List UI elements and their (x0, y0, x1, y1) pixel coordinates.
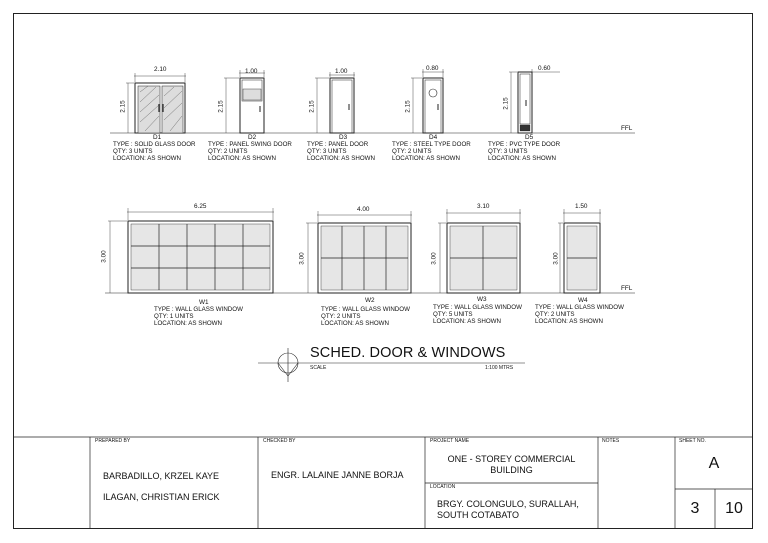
door-d2-type: TYPE : PANEL SWING DOOR (208, 141, 292, 148)
project-name-line-1: ONE - STOREY COMMERCIAL (447, 454, 576, 464)
door-d5-drawing (509, 69, 560, 133)
window-w4-height: 3.00 (552, 252, 560, 265)
door-d4-height: 2.15 (404, 100, 412, 113)
door-d4-qty: QTY: 2 UNITS (392, 148, 432, 155)
window-w4-mark: W4 (578, 297, 588, 304)
window-w3-mark: W3 (477, 296, 487, 303)
door-d2-width: 1.00 (245, 68, 258, 75)
door-d1-mark: D1 (153, 134, 162, 141)
scale-value: 1:100 MTRS (485, 365, 514, 371)
door-d1-type: TYPE : SOLID GLASS DOOR (113, 141, 196, 148)
door-d1-drawing (126, 73, 186, 133)
door-d1-qty: QTY: 3 UNITS (113, 148, 153, 155)
door-d3-location: LOCATION: AS SHOWN (307, 155, 375, 162)
door-d4-location: LOCATION: AS SHOWN (392, 155, 460, 162)
sheet-total: 10 (725, 500, 743, 517)
window-w2-width: 4.00 (357, 206, 370, 213)
drawing-title: SCHED. DOOR & WINDOWS (310, 345, 506, 361)
door-d5-type: TYPE : PVC TYPE DOOR (488, 141, 561, 148)
door-d3-mark: D3 (339, 134, 348, 141)
window-w2-location: LOCATION: AS SHOWN (321, 320, 389, 327)
door-d5-qty: QTY: 3 UNITS (488, 148, 528, 155)
window-w1-mark: W1 (199, 299, 209, 306)
door-d3-qty: QTY: 3 UNITS (307, 148, 347, 155)
window-w2-height: 3.00 (298, 252, 306, 265)
ffl-label-windows: FFL (621, 285, 633, 292)
window-w1-height: 3.00 (100, 250, 108, 263)
checked-by-name: ENGR. LALAINE JANNE BORJA (271, 470, 404, 480)
window-w4-location: LOCATION: AS SHOWN (535, 318, 603, 325)
window-w2-type: TYPE : WALL GLASS WINDOW (321, 306, 410, 313)
door-d1-height: 2.15 (119, 100, 127, 113)
door-d2-height: 2.15 (217, 100, 225, 113)
door-d1-location: LOCATION: AS SHOWN (113, 155, 181, 162)
scale-label: SCALE (310, 365, 327, 371)
door-d3-width: 1.00 (335, 68, 348, 75)
window-w3-qty: QTY: 5 UNITS (433, 311, 473, 318)
window-w2-drawing (306, 211, 412, 293)
project-name-line-2: BUILDING (490, 465, 533, 475)
door-d3-height: 2.15 (308, 100, 316, 113)
title-block-lines (13, 437, 753, 529)
door-d4-mark: D4 (429, 134, 438, 141)
window-w1-width: 6.25 (194, 203, 207, 210)
location-line-2: SOUTH COTABATO (437, 510, 520, 520)
door-d2-qty: QTY: 2 UNITS (208, 148, 248, 155)
notes-label: NOTES (602, 438, 620, 444)
window-w2-mark: W2 (365, 297, 375, 304)
window-w4-width: 1.50 (575, 203, 588, 210)
location-label: LOCATION (430, 484, 456, 490)
door-d2-mark: D2 (248, 134, 257, 141)
prepared-by-name-2: ILAGAN, CHRISTIAN ERICK (103, 492, 220, 502)
door-d5-location: LOCATION: AS SHOWN (488, 155, 556, 162)
window-w3-location: LOCATION: AS SHOWN (433, 318, 501, 325)
door-d2-drawing (224, 70, 265, 133)
door-d5-height: 2.15 (502, 97, 510, 110)
prepared-by-name-1: BARBADILLO, KRZEL KAYE (103, 471, 220, 481)
door-d4-drawing (411, 69, 444, 133)
sheet-number: 3 (690, 500, 700, 517)
window-w3-type: TYPE : WALL GLASS WINDOW (433, 304, 522, 311)
window-w1-drawing (108, 208, 274, 293)
prepared-by-label: PREPARED BY (95, 438, 131, 444)
door-d4-type: TYPE : STEEL TYPE DOOR (392, 141, 471, 148)
window-w1-type: TYPE : WALL GLASS WINDOW (154, 306, 243, 313)
sheet-letter: A (708, 455, 720, 472)
location-line-1: BRGY. COLONGULO, SURALLAH, (437, 499, 579, 509)
ffl-label-doors: FFL (621, 125, 633, 132)
door-d5-width: 0.60 (538, 65, 551, 72)
window-w1-location: LOCATION: AS SHOWN (154, 320, 222, 327)
window-w3-width: 3.10 (477, 203, 490, 210)
door-d1-width: 2.10 (154, 66, 167, 73)
window-w4-type: TYPE : WALL GLASS WINDOW (535, 304, 624, 311)
window-w3-height: 3.00 (430, 252, 438, 265)
checked-by-label: CHECKED BY (263, 438, 296, 444)
window-w1-qty: QTY: 1 UNITS (154, 313, 194, 320)
door-d5-mark: D5 (525, 134, 534, 141)
door-d3-type: TYPE : PANEL DOOR (307, 141, 369, 148)
door-d4-width: 0.80 (426, 65, 439, 72)
window-w4-drawing (558, 209, 601, 293)
window-w2-qty: QTY: 2 UNITS (321, 313, 361, 320)
project-name-label: PROJECT NAME (430, 438, 470, 444)
window-w4-qty: QTY: 2 UNITS (535, 311, 575, 318)
window-w3-drawing (438, 209, 521, 293)
door-d3-drawing (315, 72, 355, 133)
door-d2-location: LOCATION: AS SHOWN (208, 155, 276, 162)
sheet-no-label: SHEET NO. (679, 438, 706, 444)
